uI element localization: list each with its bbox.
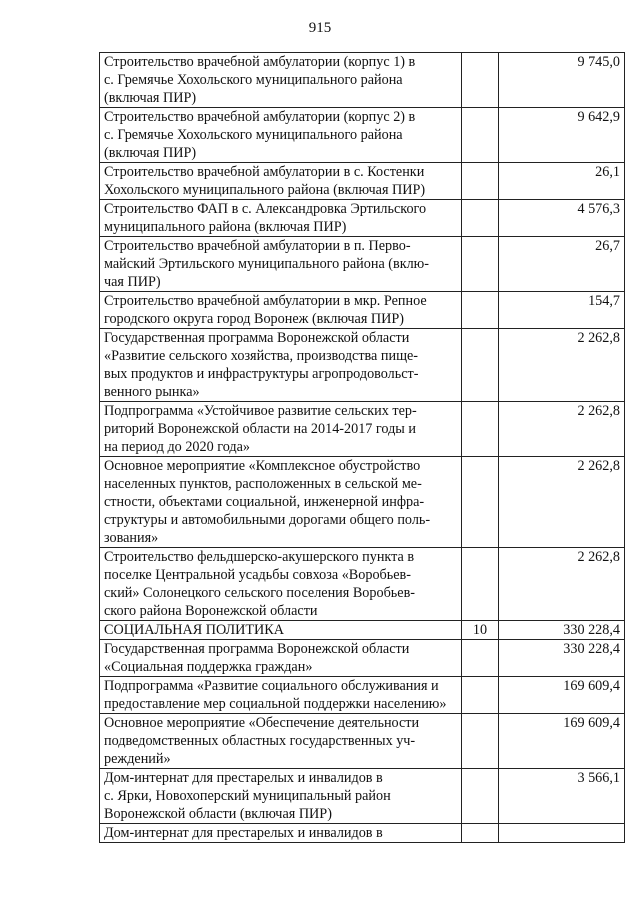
item-name-line: стности, объектами социальной, инженерной инфра-	[104, 494, 425, 510]
table-row	[100, 714, 625, 769]
section-code-cell	[462, 769, 499, 824]
item-name-cell	[100, 621, 462, 640]
item-name-cell	[100, 548, 462, 621]
amount-cell: 330 228,4	[499, 621, 625, 640]
item-name-line: (включая ПИР)	[104, 145, 197, 161]
table-row	[100, 292, 625, 329]
item-name-cell	[100, 53, 462, 108]
item-name-line: Воронежской области (включая ПИР)	[104, 806, 332, 822]
table-row	[100, 163, 625, 200]
table-row	[100, 237, 625, 292]
item-name-line: поселке Центральной усадьбы совхоза «Воробьев-	[104, 567, 411, 583]
item-name-line: Строительство врачебной амбулатории в с. Костенки	[104, 164, 425, 180]
item-name-line: чая ПИР)	[104, 274, 161, 290]
budget-table	[99, 52, 625, 843]
item-name-cell	[100, 163, 462, 200]
item-name-cell	[100, 640, 462, 677]
section-code-cell	[462, 548, 499, 621]
item-name-cell	[100, 769, 462, 824]
section-code-cell	[462, 402, 499, 457]
item-name-line: с. Гремячье Хохольского муниципального района	[104, 72, 403, 88]
section-code-cell	[462, 640, 499, 677]
table-row	[100, 402, 625, 457]
item-name-line: подведомственных областных государственных уч-	[104, 733, 416, 749]
table-row	[100, 329, 625, 402]
amount-cell: 26,7	[499, 237, 625, 292]
item-name-cell	[100, 402, 462, 457]
item-name-line: вых продуктов и инфраструктуры агропродовольст-	[104, 366, 419, 382]
item-name-line: муниципального района (включая ПИР)	[104, 219, 347, 235]
table-row	[100, 457, 625, 548]
amount-cell: 169 609,4	[499, 714, 625, 769]
item-name-line: Государственная программа Воронежской области	[104, 641, 410, 657]
section-code-cell	[462, 292, 499, 329]
item-name-cell	[100, 457, 462, 548]
section-code-cell	[462, 200, 499, 237]
amount-cell: 169 609,4	[499, 677, 625, 714]
item-name-line: Строительство фельдшерско-акушерского пункта в	[104, 549, 415, 565]
item-name-line: риторий Воронежской области на 2014-2017 годы и	[104, 421, 416, 437]
table-row	[100, 769, 625, 824]
item-name-cell	[100, 292, 462, 329]
item-name-line: «Развитие сельского хозяйства, производства пище-	[104, 348, 419, 364]
section-code-cell	[462, 824, 499, 843]
item-name-line: (включая ПИР)	[104, 90, 197, 106]
section-code-cell	[462, 237, 499, 292]
amount-cell: 2 262,8	[499, 548, 625, 621]
item-name-cell	[100, 108, 462, 163]
section-code-cell	[462, 329, 499, 402]
item-name-line: ского района Воронежской области	[104, 603, 318, 619]
section-code-cell	[462, 163, 499, 200]
item-name-line: Основное мероприятие «Обеспечение деятельности	[104, 715, 420, 731]
item-name-line: Дом-интернат для престарелых и инвалидов в	[104, 770, 383, 786]
table-row	[100, 824, 625, 843]
item-name-line: структуры и автомобильными дорогами общего поль-	[104, 512, 431, 528]
item-name-cell	[100, 714, 462, 769]
item-name-line: населенных пунктов, расположенных в сельской ме-	[104, 476, 422, 492]
item-name-line: Строительство врачебной амбулатории (корпус 2) в	[104, 109, 416, 125]
item-name-line: предоставление мер социальной поддержки населению»	[104, 696, 447, 712]
item-name-cell	[100, 237, 462, 292]
table-row	[100, 108, 625, 163]
amount-cell: 2 262,8	[499, 402, 625, 457]
item-name-line: Строительство ФАП в с. Александровка Эртильского	[104, 201, 427, 217]
item-name-line: Государственная программа Воронежской области	[104, 330, 410, 346]
amount-cell: 3 566,1	[499, 769, 625, 824]
item-name-line: с. Ярки, Новохоперский муниципальный район	[104, 788, 391, 804]
item-name-line: венного рынка»	[104, 384, 200, 400]
section-code-cell	[462, 714, 499, 769]
amount-cell: 26,1	[499, 163, 625, 200]
amount-cell: 9 642,9	[499, 108, 625, 163]
section-code-cell	[462, 677, 499, 714]
table-row	[100, 53, 625, 108]
item-name-line: Строительство врачебной амбулатории в мкр. Репное	[104, 293, 427, 309]
table-row	[100, 621, 625, 640]
amount-cell: 330 228,4	[499, 640, 625, 677]
page-number: 915	[308, 20, 332, 36]
item-name-line: Строительство врачебной амбулатории (корпус 1) в	[104, 54, 416, 70]
amount-cell: 154,7	[499, 292, 625, 329]
table-row	[100, 200, 625, 237]
amount-cell: 2 262,8	[499, 329, 625, 402]
item-name-line: Основное мероприятие «Комплексное обустройство	[104, 458, 421, 474]
section-code-cell	[462, 53, 499, 108]
table-row	[100, 640, 625, 677]
item-name-line: на период до 2020 года»	[104, 439, 251, 455]
item-name-cell	[100, 677, 462, 714]
section-code-cell: 10	[462, 621, 499, 640]
item-name-cell	[100, 200, 462, 237]
amount-cell	[499, 824, 625, 843]
item-name-line: майский Эртильского муниципального района (вклю-	[104, 256, 430, 272]
section-code-cell	[462, 108, 499, 163]
item-name-line: Подпрограмма «Устойчивое развитие сельских тер-	[104, 403, 417, 419]
amount-cell: 2 262,8	[499, 457, 625, 548]
amount-cell: 9 745,0	[499, 53, 625, 108]
item-name-line: Хохольского муниципального района (включая ПИР)	[104, 182, 426, 198]
item-name-line: ский» Солонецкого сельского поселения Воробьев-	[104, 585, 415, 601]
item-name-line: «Социальная поддержка граждан»	[104, 659, 313, 675]
item-name-cell	[100, 329, 462, 402]
item-name-line: зования»	[104, 530, 159, 546]
amount-cell: 4 576,3	[499, 200, 625, 237]
item-name-line: СОЦИАЛЬНАЯ ПОЛИТИКА	[104, 622, 284, 638]
item-name-line: Дом-интернат для престарелых и инвалидов в	[104, 825, 383, 841]
item-name-line: Строительство врачебной амбулатории в п. Перво-	[104, 238, 411, 254]
item-name-line: реждений»	[104, 751, 171, 767]
item-name-line: с. Гремячье Хохольского муниципального района	[104, 127, 403, 143]
table-row	[100, 548, 625, 621]
item-name-line: городского округа город Воронеж (включая ПИР)	[104, 311, 405, 327]
item-name-cell	[100, 824, 462, 843]
budget-table-body	[100, 53, 625, 843]
table-row	[100, 677, 625, 714]
section-code-cell	[462, 457, 499, 548]
item-name-line: Подпрограмма «Развитие социального обслуживания и	[104, 678, 439, 694]
